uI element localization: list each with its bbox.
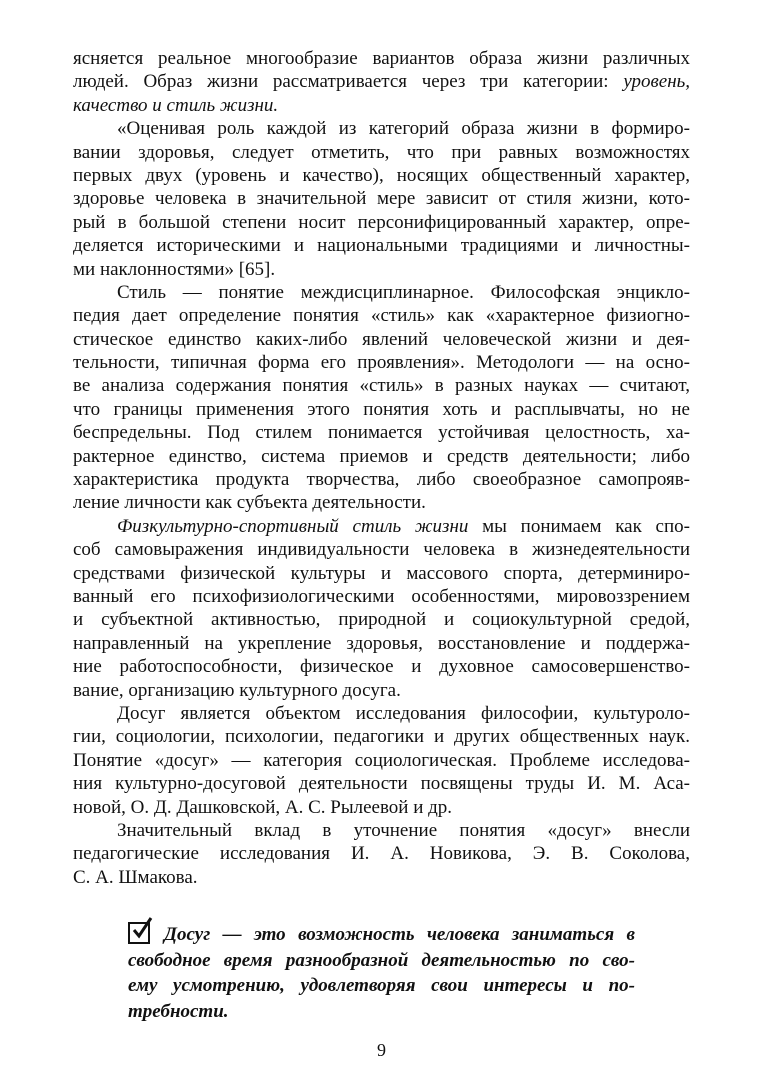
text-line: беспредельны. Под стилем понимается устойчивая целостность, ха- xyxy=(73,422,690,444)
text-line: стическое единство каких-либо явлений человеческой жизни и дея- xyxy=(73,328,690,350)
text-line: соб самовыражения индивидуальности человека в жизнедеятельности xyxy=(73,539,690,561)
text-line: что границы применения этого понятия хоть и расплывчаты, но не xyxy=(73,398,690,420)
text-line: Досуг является объектом исследования философии, культуроло- xyxy=(117,702,690,724)
text-line: педия дает определение понятия «стиль» как «характерное физиогно- xyxy=(73,305,690,327)
text-line: направленный на укрепление здоровья, восстановление и поддержа- xyxy=(73,632,690,654)
text-line: тельности, типичная форма его проявления». Методологи — на осно- xyxy=(73,352,690,374)
paragraph-5 xyxy=(73,702,690,819)
text-line: свободное время разнообразной деятельностью по сво- xyxy=(128,949,635,971)
text-line: рый в большой степени носит персонифицированный характер, опре- xyxy=(73,211,690,233)
text-line: Стиль — понятие междисциплинарное. Философская энцикло- xyxy=(117,281,690,303)
text-line: педагогические исследования И. А. Новикова, Э. В. Соколова, xyxy=(73,843,690,865)
text-line: вании здоровья, следует отметить, что при равных возможностях xyxy=(73,141,690,163)
text-line: характеристика продукта творчества, либо своеобразное самопрояв- xyxy=(73,469,690,491)
text-line: вание, организацию культурного досуга. xyxy=(73,679,401,701)
defined-term: Физкультурно-спортивный стиль жизни xyxy=(117,515,469,537)
text-line: ванный его психофизиологическими особенностями, мировоззрением xyxy=(73,585,690,607)
page-number: 9 xyxy=(377,1040,386,1060)
text-line: гии, социологии, психологии, педагогики и других общественных наук. xyxy=(73,726,690,748)
paragraph-2-quote xyxy=(73,117,690,281)
text-line: первых двух (уровень и качество), носящих общественный характер, xyxy=(73,164,690,186)
text-line: качество и стиль жизни. xyxy=(73,94,279,116)
text-line: ве анализа содержания понятия «стиль» в разных науках — считают, xyxy=(73,375,690,397)
text-line: новой, О. Д. Дашковской, А. С. Рылеевой и др. xyxy=(73,796,453,818)
text-line: людей. Образ жизни рассматривается через три категории: уровень, xyxy=(73,71,691,93)
text-line: здоровье человека в значительной мере зависит от стиля жизни, кото- xyxy=(73,188,690,210)
text-line: ми наклонностями» [65]. xyxy=(73,258,276,280)
paragraph-4 xyxy=(73,515,690,702)
text-line: средствами физической культуры и массового спорта, детерминиро- xyxy=(73,562,690,584)
text-line: С. А. Шмакова. xyxy=(73,866,198,888)
page-body xyxy=(73,47,690,889)
text-line: ему усмотрению, удовлетворяя свои интересы и по- xyxy=(128,975,635,996)
text-line: Понятие «досуг» — категория социологическая. Проблеме исследова- xyxy=(73,749,690,771)
text-line: и субъектной активностью, природной и социокультурной средой, xyxy=(73,609,690,631)
text-line: Физкультурно-спортивный стиль жизни мы понимаем как спо- xyxy=(117,515,690,537)
text-line: деляется историческими и национальными традициями и личностны- xyxy=(73,235,690,257)
text-line: ление личности как субъекта деятельности. xyxy=(73,492,426,514)
checkbox-check-icon xyxy=(128,922,150,944)
paragraph-1 xyxy=(73,47,690,117)
text-line: рактерное единство, система приемов и средств деятельности; либо xyxy=(73,445,690,467)
text-line: требности. xyxy=(128,1000,229,1022)
paragraph-3 xyxy=(73,281,690,515)
definition-callout xyxy=(128,922,635,1024)
text-line: Досуг — это возможность человека заниматься в xyxy=(128,922,635,948)
text-line: Значительный вклад в уточнение понятия «досуг» внесли xyxy=(117,819,690,841)
text-line: ние работоспособности, физическое и духовное самосовершенство- xyxy=(73,656,690,678)
text-line: ния культурно-досуговой деятельности посвящены труды И. М. Аса- xyxy=(73,773,690,795)
paragraph-6 xyxy=(73,819,690,889)
text-line: ясняется реальное многообразие вариантов образа жизни различных xyxy=(73,48,690,69)
text-line: «Оценивая роль каждой из категорий образа жизни в формиро- xyxy=(117,118,690,140)
